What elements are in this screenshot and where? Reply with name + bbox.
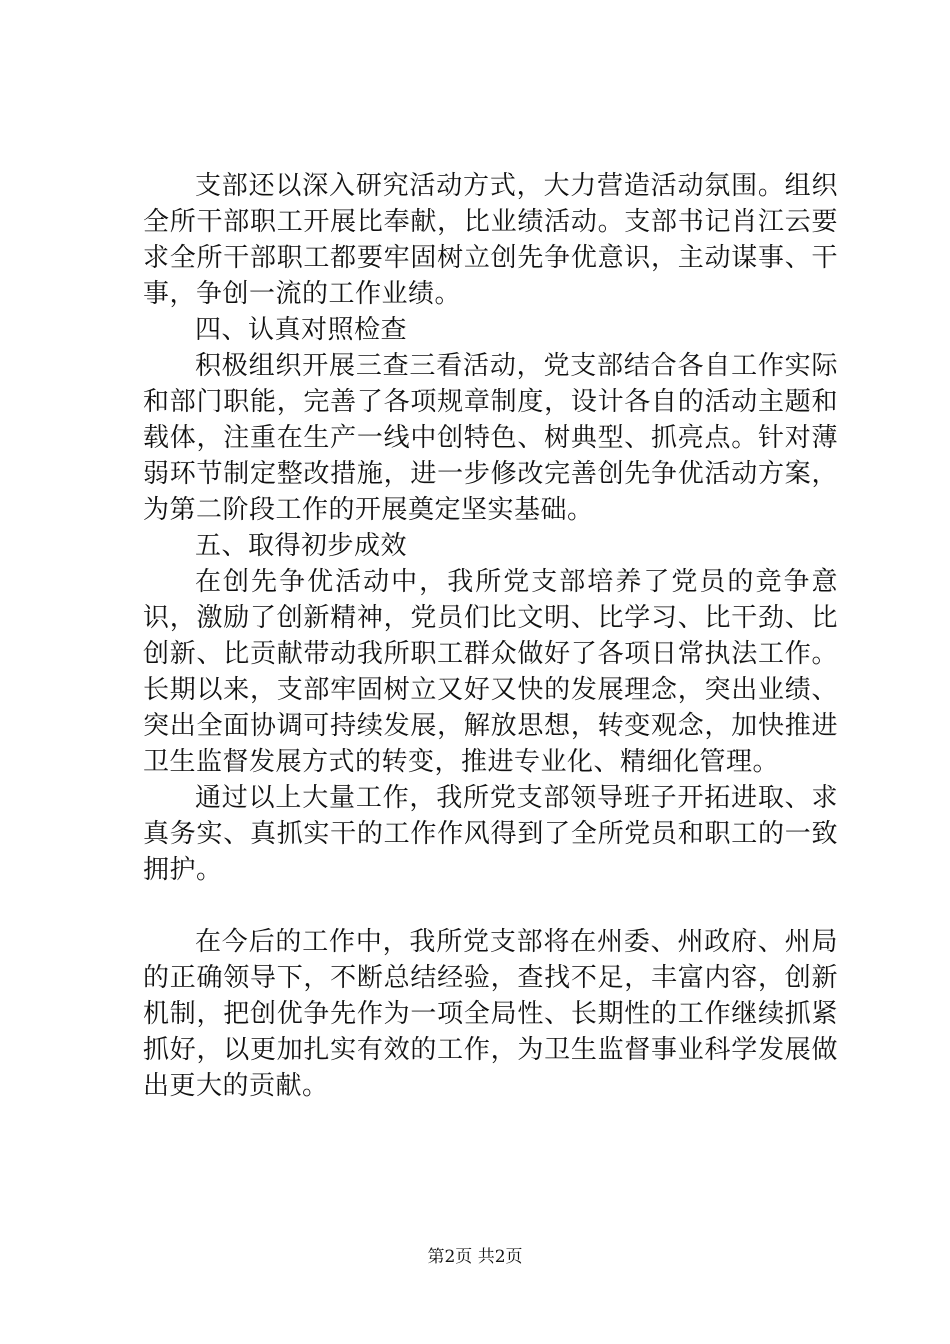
document-body — [143, 168, 838, 1104]
heading-section-five: 五、取得初步成效 — [195, 531, 408, 561]
paragraph-future-work: 在今后的工作中，我所党支部将在州委、州政府、州局的正确领导下，不断总结经验，查找不足，丰富内容，创新机制，把创优争先作为一项全局性、长期性的工作继续抓紧抓好，以更加扎实有效的工作，为卫生监督事业科学发展做出更大的贡献。 — [143, 927, 838, 1101]
paragraph-branch-activities: 支部还以深入研究活动方式，大力营造活动氛围。组织全所干部职工开展比奉献，比业绩活动。支部书记肖江云要求全所干部职工都要牢固树立创先争优意识，主动谋事、干事，争创一流的工作业绩。 — [143, 171, 838, 309]
paragraph-work-summary: 通过以上大量工作，我所党支部领导班子开拓进取、求真务实、真抓实干的工作作风得到了全所党员和职工的一致拥护。 — [143, 783, 838, 885]
paragraph-results: 在创先争优活动中，我所党支部培养了党员的竞争意识，激励了创新精神，党员们比文明、比学习、比干劲、比创新、比贡献带动我所职工群众做好了各项日常执法工作。长期以来，支部牢固树立又好又快的发展理念，突出业绩、突出全面协调可持续发展，解放思想，转变观念，加快推进卫生监督发展方式的转变，推进专业化、精细化管理。 — [143, 567, 838, 777]
heading-section-four: 四、认真对照检查 — [195, 315, 408, 345]
paragraph-inspection: 积极组织开展三查三看活动，党支部结合各自工作实际和部门职能，完善了各项规章制度，设计各自的活动主题和载体，注重在生产一线中创特色、树典型、抓亮点。针对薄弱环节制定整改措施，进一步修改完善创先争优活动方案，为第二阶段工作的开展奠定坚实基础。 — [143, 351, 838, 525]
page-number-footer: 第2页 共2页 — [427, 1247, 523, 1267]
